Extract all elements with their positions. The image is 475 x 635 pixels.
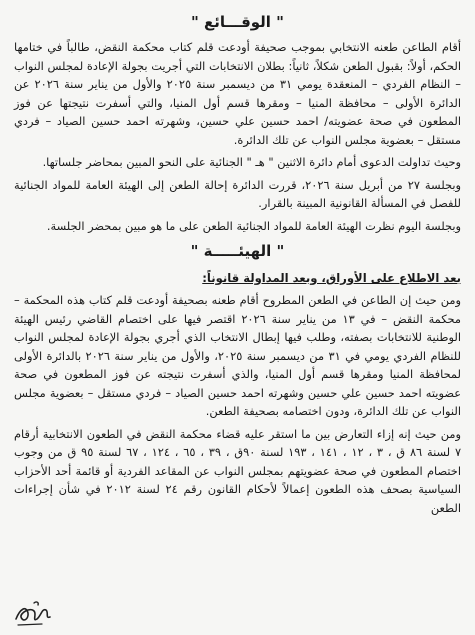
panel-paragraph-appeal: ومن حيث إن الطاعن في الطعن المطروح أقام طعنه بصحيفة أودعت قلم كتاب هذه المحكمة – محكمة النقض – في ١٣ من يناير سنة ٢٠٢٦ اقتصر فيها على اختصام القاضي رئيس الهيئة الوطنية للانتخابات بصفته، وطلب فيها إبطال الانتخاب الذي أجري بجولة الإعادة لمجلس النواب للنظام الفردي يومي في ٣١ من ديسمبر سنة ٢٠٢٥، والأول من يناير سنة ٢٠٢٦ بالدائرة الأولى لمحافظة المنيا ومقرها قسم أول المنيا، والذي أسفرت نتيجته عن فوز المطعون في صحة عضويته احمد حسين علي حسين وشهرته احمد حسين الصياد – فردي مستقل – بعضوية مجلس النواب عن تلك الدائرة، ودون اختصامه بصحيفة الطعن.: [14, 293, 462, 418]
deliberation-subheading: بعد الاطلاع على الأوراق، وبعد المداولة قانوناً:: [202, 271, 461, 285]
facts-paragraph-referral: وبجلسة ٢٧ من أبريل سنة ٢٠٢٦، قررت الدائرة إحالة الطعن إلى الهيئة العامة للمواد الجنائية للفصل في المسألة القانونية المبينة بالقرار.: [14, 177, 461, 210]
facts-paragraph-hearing: وبجلسة اليوم نظرت الهيئة العامة للمواد الجنائية الطعن على ما هو مبين بمحضر الجلسة.: [46, 218, 461, 233]
panel-paragraph-conflict: ومن حيث إنه إزاء التعارض بين ما استقر عليه قضاء محكمة النقض في الطعون الانتخابية أرقام ٧ لسنة ٨٦ ق ، ٣ ، ١٢ ، ١٤١ ، ١٩٣ لسنة ٩٠ق ، ٣٩ ، ٦٥ ، ١٢٤ ، ٦٧ لسنة ٩٥ ق من وجوب اختصام المطعون في صحة عضويتهم بمجلس النواب عن المقاعد الفردية أو قائمة أحد الأحزاب السياسية بصحف هذه الطعون إعمالاً لأحكام القانون رقم ٢٤ لسنة ٢٠١٢ في شأن إجراءات الطعن: [14, 426, 462, 515]
facts-heading: " الوقـــائع ": [191, 13, 284, 31]
panel-heading: " الهيئـــــة ": [190, 242, 285, 260]
handwritten-signature: [12, 595, 56, 629]
facts-paragraph-deliberation: وحيث تداولت الدعوى أمام دائرة الاثنين " هـ " الجنائية على النحو المبين بمحاضر جلساتها.: [42, 155, 461, 169]
facts-paragraph-claim: أقام الطاعن طعنه الانتخابي بموجب صحيفة أودعت قلم كتاب محكمة النقض، طالباً في ختامها الحكم، أولاً: بقبول الطعن شكلاً، ثانياً: بطلان الانتخابات التي أجريت بجولة الإعادة لمجلس النواب – النظام الفردي – المنعقدة يومي ٣١ من ديسمبر سنة ٢٠٢٥ والأول من يناير سنة ٢٠٢٦ عن الدائرة الأولى – محافظة المنيا – ومقرها قسم أول المنيا، والتي أسفرت نتيجتها عن فوز المطعون في صحة عضويته/ احمد حسين علي حسين، وشهرته احمد حسين الصياد – فردي مستقل – بعضوية مجلس النواب عن تلك الدائرة.: [14, 40, 461, 147]
